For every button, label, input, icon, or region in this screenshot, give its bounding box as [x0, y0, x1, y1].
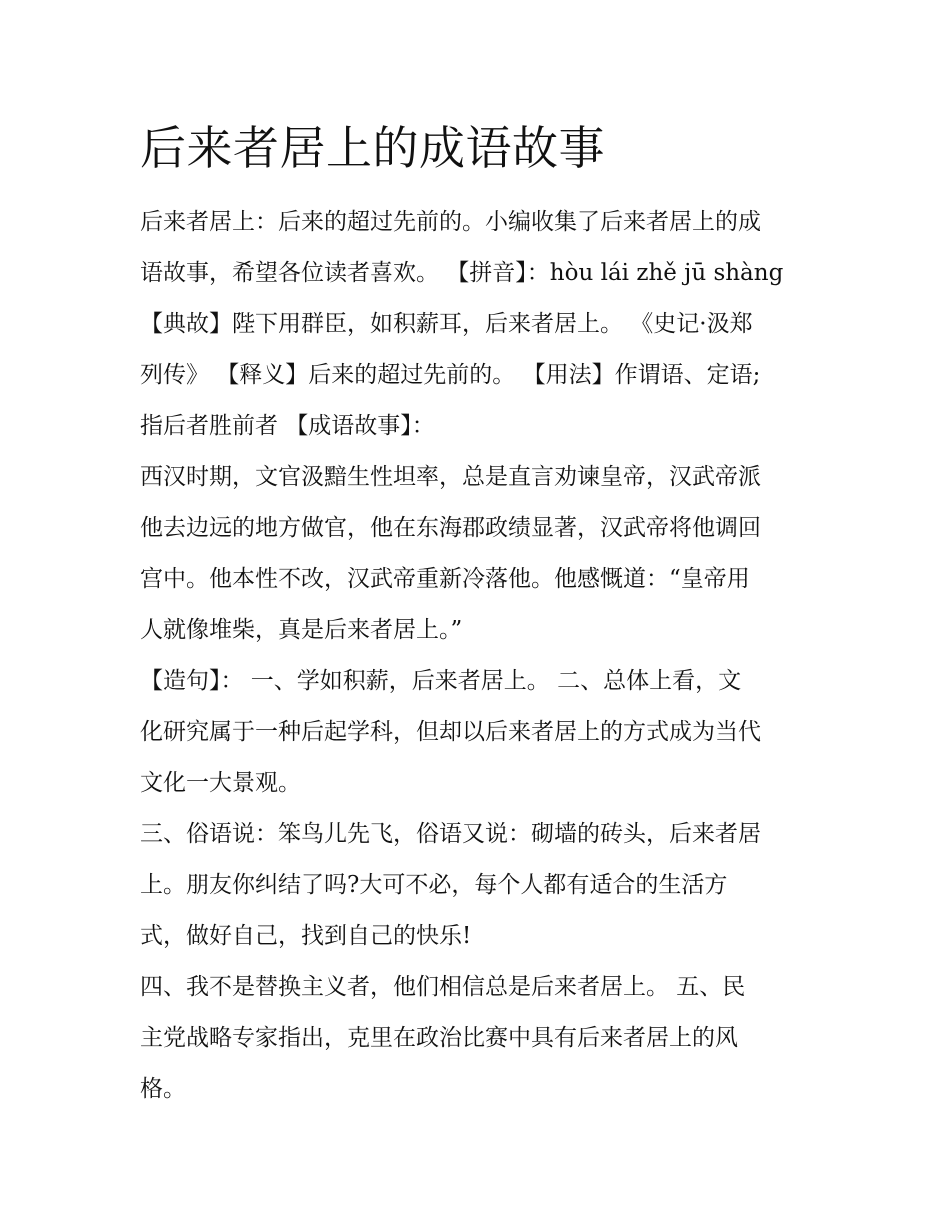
- text-line: 后来者居上：后来的超过先前的。小编收集了后来者居上的成: [140, 209, 761, 235]
- text-line: 指后者胜前者 【成语故事】：: [140, 413, 435, 439]
- text-line: 化研究属于一种后起学科，但却以后来者居上的方式成为当代: [140, 719, 761, 745]
- page-title: 后来者居上的成语故事: [140, 121, 605, 175]
- text-line: 语故事，希望各位读者喜欢。 【拼音】：hòu lái zhě jū shàng: [140, 260, 784, 286]
- text-line: 【典故】陛下用群臣，如积薪耳，后来者居上。 《史记·汲郑: [140, 311, 753, 337]
- text-line: 主党战略专家指出，克里在政治比赛中具有后来者居上的风: [140, 1025, 738, 1051]
- text-line: 宫中。他本性不改，汉武帝重新冷落他。他感慨道：“皇帝用: [140, 566, 750, 592]
- text-line: 格。: [140, 1076, 186, 1102]
- text-line: 式，做好自己，找到自己的快乐!: [140, 923, 472, 949]
- text-line: 西汉时期，文官汲黯生性坦率，总是直言劝谏皇帝，汉武帝派: [140, 464, 761, 490]
- text-line: 三、俗语说：笨鸟儿先飞，俗语又说：砌墙的砖头，后来者居: [140, 821, 761, 847]
- text-line: 人就像堆柴，真是后来者居上。”: [140, 617, 463, 643]
- text-line: 文化一大景观。: [140, 770, 301, 796]
- text-line: 四、我不是替换主义者，他们相信总是后来者居上。 五、民: [140, 974, 746, 1000]
- text-line: 列传》 【释义】后来的超过先前的。 【用法】作谓语、定语;: [140, 362, 761, 388]
- text-line: 他去边远的地方做官，他在东海郡政绩显著，汉武帝将他调回: [140, 515, 761, 541]
- text-line: 【造句】： 一、学如积薪，后来者居上。 二、总体上看，文: [140, 668, 742, 694]
- text-line: 上。朋友你纠结了吗?大可不必，每个人都有适合的生活方: [140, 872, 728, 898]
